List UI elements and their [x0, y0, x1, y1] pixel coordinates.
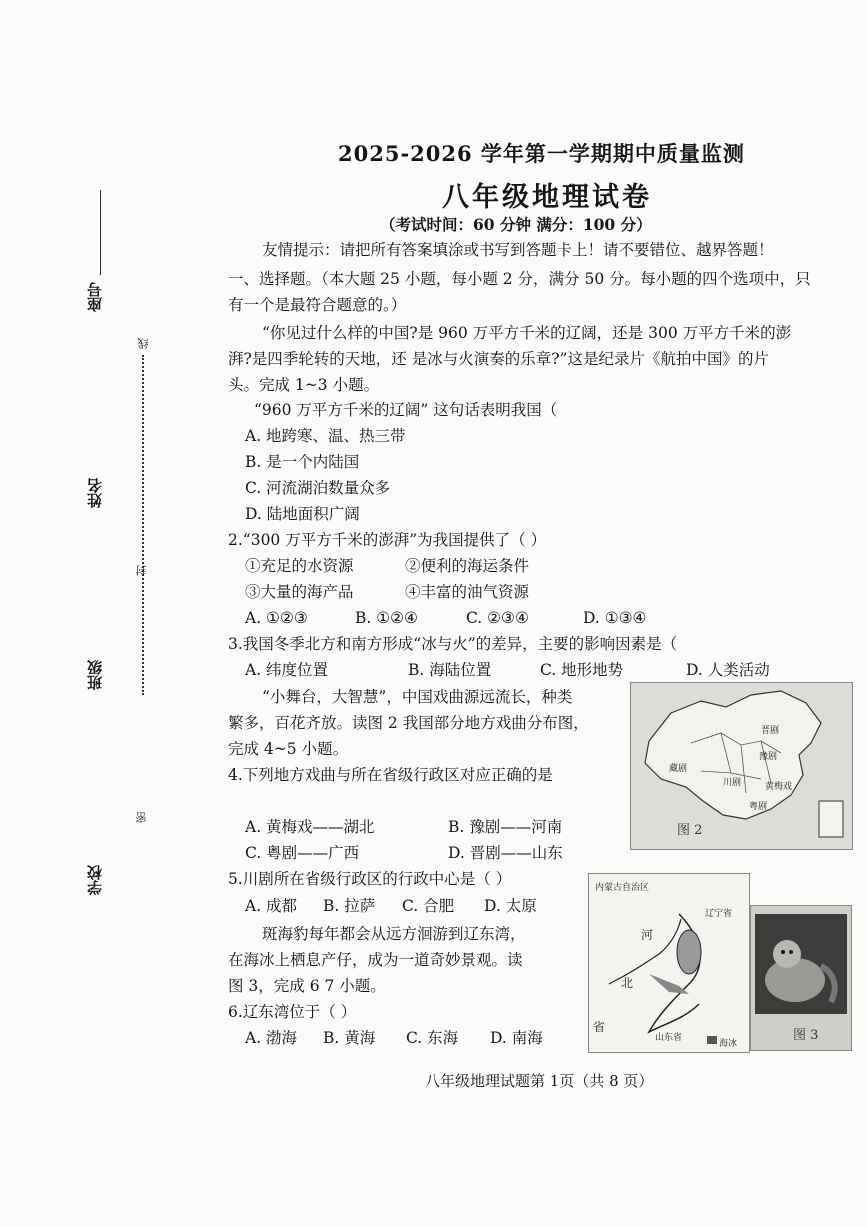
q5-option-c: C. 合肥 — [402, 897, 455, 915]
q6-option-a: A. 渤海 — [245, 1029, 298, 1047]
school-label: 学校 — [86, 865, 104, 895]
q3-stem: 3.我国冬季北方和南方形成“冰与火”的差异，主要的影响因素是（ — [228, 635, 678, 653]
class-label: 班级 — [86, 660, 104, 690]
q3-option-a: A. 纬度位置 — [245, 661, 329, 679]
q5-option-d: D. 太原 — [484, 897, 537, 915]
passage1-line2: 湃?是四季轮转的天地，还 是冰与火演奏的乐章?”这是纪录片《航拍中国》的片 — [228, 350, 769, 368]
q2-item-1: ①充足的水资源 — [245, 557, 354, 575]
q2-stem: 2.“300 万平方千米的澎湃”为我国提供了（ ） — [228, 531, 547, 549]
map-label-chuan-opera: 川剧 — [723, 778, 742, 788]
figure3-bay-map — [588, 873, 750, 1053]
q1-stem: “960 万平方千米的辽阔” 这句话表明我国（ — [254, 401, 558, 419]
q2-option-d: D. ①③④ — [583, 609, 647, 627]
q6-option-b: B. 黄海 — [323, 1029, 376, 1047]
exam-title: 2025-2026 学年第一学期期中质量监测 — [338, 141, 745, 166]
seal-photo — [750, 905, 852, 1051]
map-label-sheng: 省 — [593, 1020, 606, 1034]
map-label-liaoning: 辽宁省 — [705, 909, 733, 919]
q2-option-c: C. ②③④ — [466, 609, 529, 627]
q6-option-d: D. 南海 — [490, 1029, 543, 1047]
exam-info: （考试时间：60 分钟 满分：100 分） — [380, 215, 652, 234]
map-label-huangmei-opera: 黄梅戏 — [765, 782, 793, 792]
q6-option-c: C. 东海 — [406, 1029, 459, 1047]
q1-option-b: B. 是一个内陆国 — [245, 453, 360, 471]
map-label-zang-opera: 藏剧 — [669, 764, 688, 774]
map-label-he: 河 — [641, 928, 654, 942]
q2-item-4: ④丰富的油气资源 — [405, 583, 530, 601]
figure2-caption: 图 2 — [677, 823, 703, 838]
map-label-bei: 北 — [621, 976, 634, 990]
china-map-outline — [631, 683, 852, 849]
q4-option-b: B. 豫剧——河南 — [448, 818, 563, 836]
q2-option-a: A. ①②③ — [245, 609, 308, 627]
passage3-line3: 图 3，完成 6 7 小题。 — [228, 977, 386, 995]
passage3-line1: 斑海豹每年都会从远方洄游到辽东湾， — [262, 925, 526, 943]
q2-item-2: ②便利的海运条件 — [405, 557, 530, 575]
figure3-caption: 图 3 — [793, 1028, 819, 1043]
friendly-tip: 友情提示：请把所有答案填涂或书写到答题卡上！请不要错位、越界答题！ — [262, 241, 774, 259]
passage1-line3: 头。完成 1~3 小题。 — [228, 376, 380, 394]
exam-subject: 八年级地理试卷 — [442, 182, 652, 213]
seat-underline — [100, 190, 101, 275]
map-label-shandong: 山东省 — [655, 1033, 683, 1043]
q6-stem: 6.辽东湾位于（ ） — [228, 1003, 357, 1021]
q1-option-d: D. 陆地面积广阔 — [245, 505, 360, 523]
passage2-line3: 完成 4~5 小题。 — [228, 740, 349, 758]
seat-label: 座号 — [86, 282, 104, 312]
q1-option-a: A. 地跨寒、温、热三带 — [245, 427, 406, 445]
q4-option-a: A. 黄梅戏——湖北 — [245, 818, 375, 836]
q3-option-d: D. 人类活动 — [686, 661, 770, 679]
q3-option-b: B. 海陆位置 — [408, 661, 492, 679]
dense-mark: 密 — [135, 812, 148, 823]
q5-stem: 5.川剧所在省级行政区的行政中心是（ ） — [228, 870, 512, 888]
q3-option-c: C. 地形地势 — [540, 661, 624, 679]
q4-stem: 4.下列地方戏曲与所在省级行政区对应正确的是 — [228, 766, 553, 784]
q5-option-b: B. 拉萨 — [323, 897, 376, 915]
page-footer: 八年级地理试题第 1页（共 8 页） — [425, 1072, 654, 1090]
section1-line2: 有一个是最符合题意的。） — [228, 296, 407, 314]
q1-option-c: C. 河流湖泊数量众多 — [245, 479, 391, 497]
q2-option-b: B. ①②④ — [355, 609, 418, 627]
map-label-inner-mongolia: 内蒙古自治区 — [595, 883, 650, 893]
q4-option-c: C. 粤剧——广西 — [245, 844, 360, 862]
map-label-yue-opera: 粤剧 — [749, 802, 768, 812]
q2-item-3: ③大量的海产品 — [245, 583, 354, 601]
passage2-line1: “小舞台，大智慧”，中国戏曲源远流长，种类 — [262, 688, 573, 706]
bay-map-outline — [589, 874, 749, 1052]
map-label-jin-opera: 晋剧 — [761, 726, 780, 736]
binding-dotted-line — [142, 355, 144, 695]
map-label-yu-opera: 豫剧 — [759, 752, 778, 762]
q4-option-d: D. 晋剧——山东 — [448, 844, 563, 862]
q5-option-a: A. 成都 — [245, 897, 298, 915]
passage2-line2: 繁多，百花齐放。读图 2 我国部分地方戏曲分布图， — [228, 714, 589, 732]
line-mark: 线 — [137, 338, 150, 349]
passage3-line2: 在海冰上栖息产仔，成为一道奇妙景观。读 — [228, 951, 523, 969]
name-label: 姓名 — [86, 478, 104, 508]
section1-line1: 一、选择题。（本大题 25 小题，每小题 2 分，满分 50 分。每小题的四个选项中，只 — [228, 270, 811, 288]
map-legend-sea-ice: 海冰 — [719, 1039, 738, 1049]
passage1-line1: “你见过什么样的中国?是 960 万平方千米的辽阔，还是 300 万平方千米的澎 — [262, 324, 792, 342]
seal-mark: 封 — [135, 565, 148, 576]
figure2-opera-map — [630, 682, 853, 850]
